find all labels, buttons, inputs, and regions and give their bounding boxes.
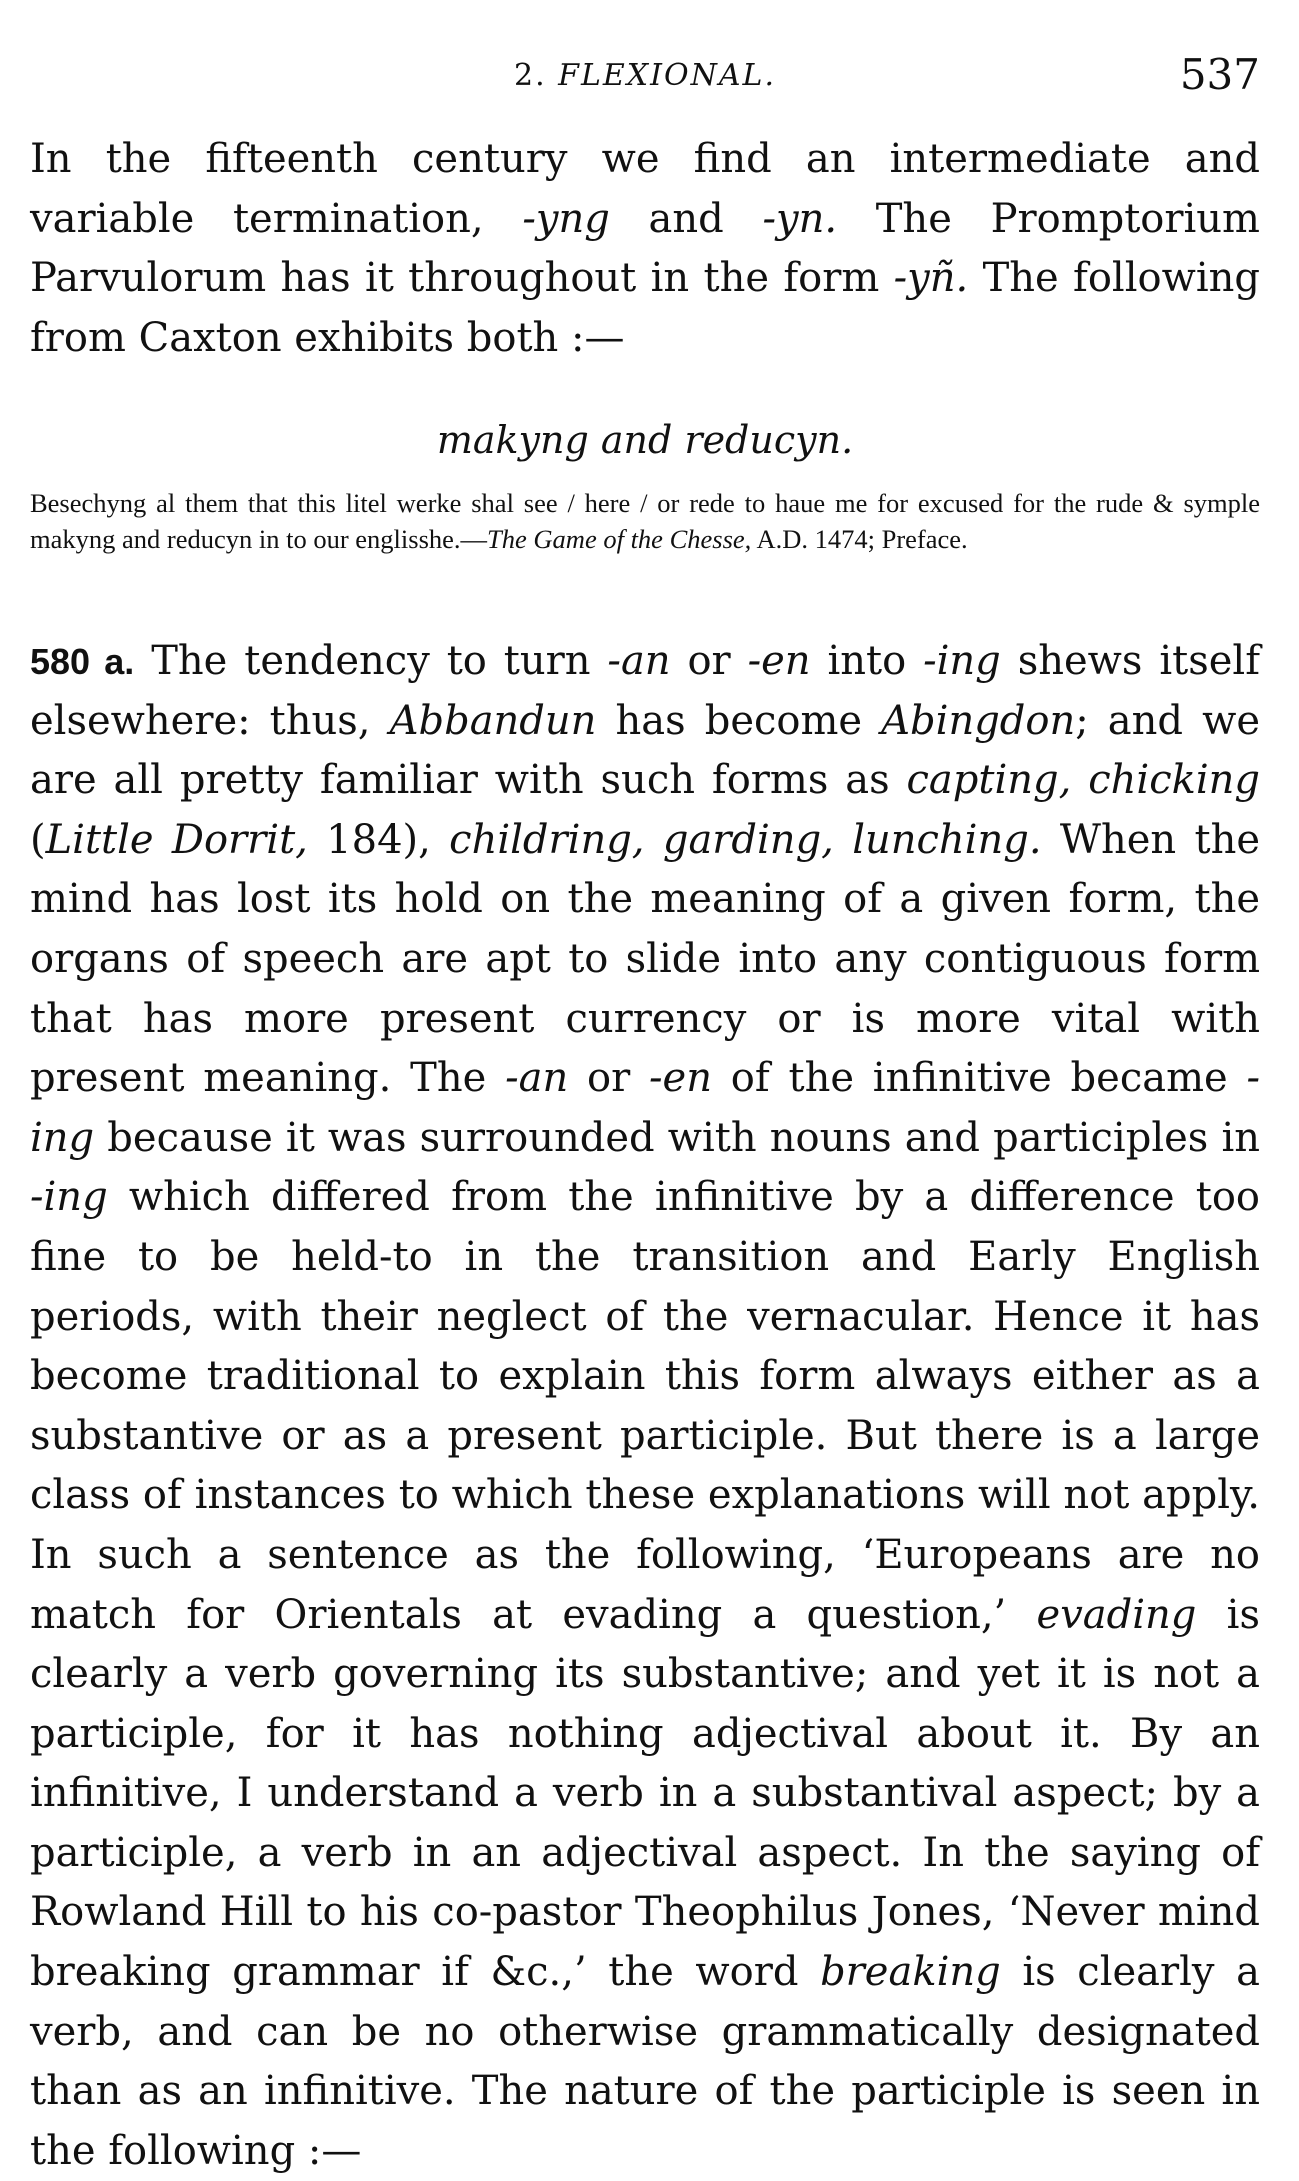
running-header: [30, 40, 1260, 110]
paragraph-580a: 580 a. The tendency to turn -an or -en into -ing shews itself elsewhere: thus, Abbandun has become Abingdon; and we are all pretty familiar with such forms as capting, chicking (Little Dorrit, 184), childring, garding, lunching. When the mind has lost its hold on the meaning of a given form, the organs of speech are apt to slide into any contiguous form that has more present currency or is more vital with present meaning. The -an or -en of the infinitive became -ing because it was surrounded with nouns and participles in -ing which differed from the infinitive by a difference too fine to be held-to in the transition and Early English periods, with their neglect of the vernacular. Hence it has become traditional to explain this form always either as a substantive or as a present participle. But there is a large class of instances to which these explanations will not apply. In such a sentence as the following, ‘Europeans are no match for Orientals at evading a question,’ evading is clearly a verb governing its substantive; and yet it is not a participle, for it has nothing adjectival about it. By an infinitive, I understand a verb in a substantival aspect; by a participle, a verb in an adjectival aspect. In the saying of Rowland Hill to his co-pastor Theophilus Jones, ‘Never mind breaking grammar if &c.,’ the word breaking is clearly a verb, and can be no otherwise grammatically designated than as an infinitive. The nature of the participle is seen in the following :—: [30, 638, 1261, 2174]
caxton-quotation: [30, 485, 1260, 557]
quotation-text: Besechyng al them that this litel werke shal see / here / or rede to haue me for excused for the rude & symple makyng and reducyn in to our englisshe.—: [30, 488, 1260, 554]
section-number: 2.: [514, 58, 547, 93]
paragraph-fifteenth-century: In the fifteenth century we find an intermediate and variable termination, -yng and -yn. The Promptorium Parvulorum has it throughout in the form -yñ. The following from Caxton exhibits both :—: [30, 136, 1260, 361]
page-number: 537: [1179, 50, 1260, 99]
section-580a-number: 580 a.: [30, 641, 135, 682]
book-page: [30, 30, 1261, 2174]
quotation-date: A.D. 1474; Preface.: [751, 524, 968, 554]
section-name: FLEXIONAL.: [558, 58, 776, 93]
section-title: [30, 58, 1260, 93]
example-phrase: makyng and reducyn.: [436, 418, 854, 462]
quotation-source: The Game of the Chesse,: [487, 524, 752, 554]
